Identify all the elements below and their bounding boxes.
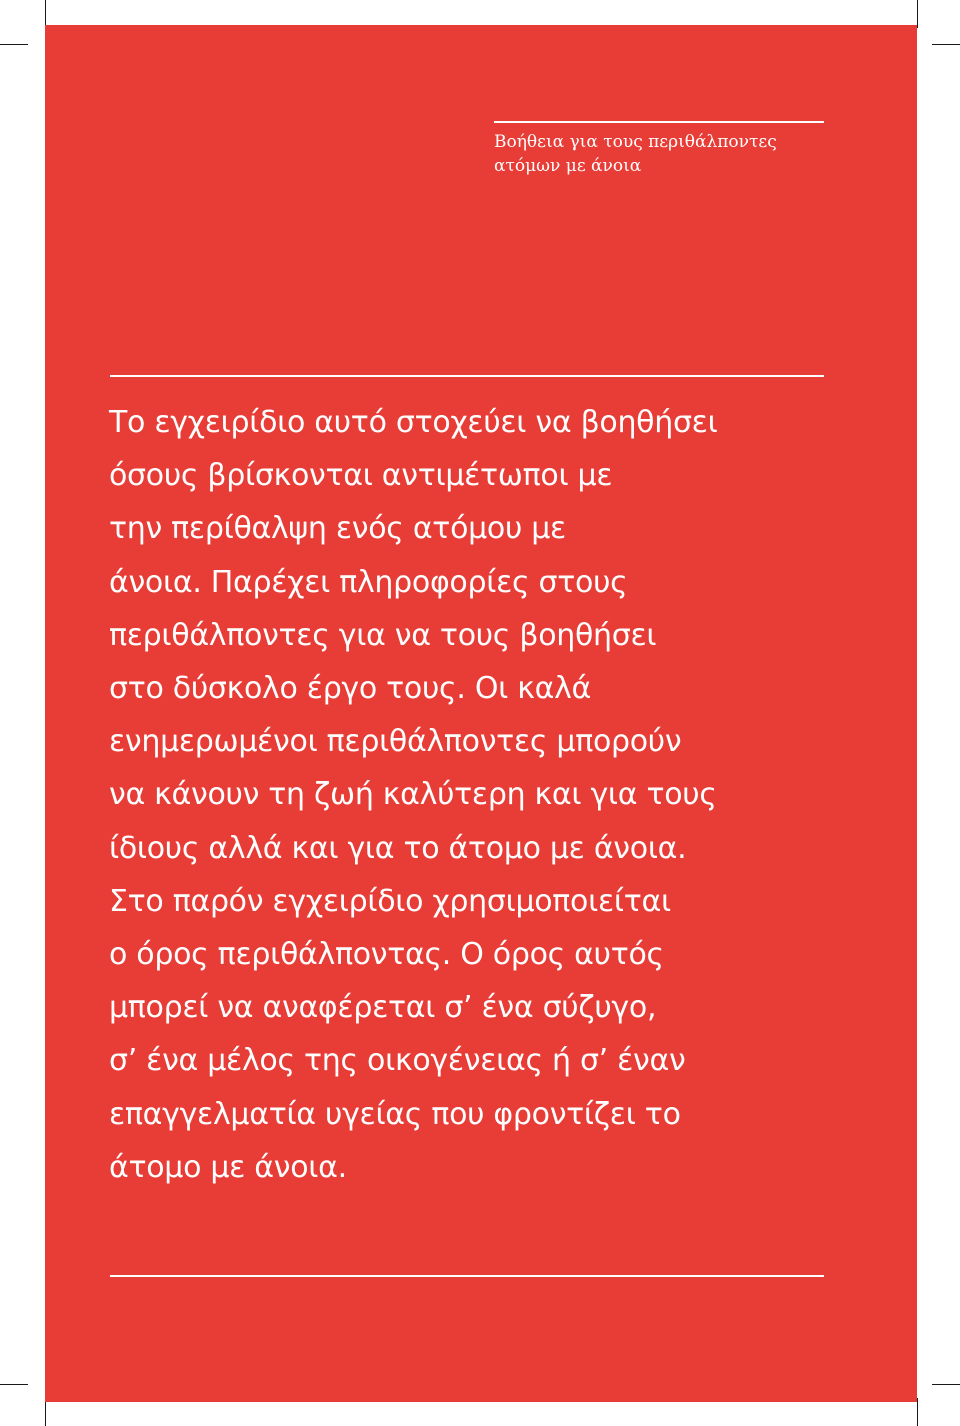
paragraph-line: ο όρος περιθάλποντας. Ο όρος αυτός <box>109 937 664 973</box>
paragraph-line: Στο παρόν εγχειρίδιο χρησιμοποιείται <box>109 883 671 919</box>
paragraph-line: επαγγελματία υγείας που φροντίζει το <box>109 1096 681 1132</box>
crop-mark <box>917 1398 918 1426</box>
paragraph-line: σ’ ένα μέλος της οικογένειας ή σ’ έναν <box>109 1043 686 1079</box>
subtitle-line: ατόμων με άνοια <box>494 156 642 176</box>
crop-mark <box>45 1398 46 1426</box>
crop-mark <box>932 1384 960 1385</box>
crop-mark <box>45 0 46 28</box>
paragraph-line: ίδιους αλλά και για το άτομο με άνοια. <box>109 830 687 866</box>
subtitle-line: Βοήθεια για τους περιθάλποντες <box>494 132 777 152</box>
paragraph-line: την περίθαλψη ενός ατόμου με <box>109 511 566 547</box>
paragraph-line: στο δύσκολο έργο τους. Οι καλά <box>109 671 592 707</box>
paragraph-line: μπορεί να αναφέρεται σ’ ένα σύζυγο, <box>109 990 657 1026</box>
crop-mark <box>917 0 918 28</box>
paragraph-line: να κάνουν τη ζωή καλύτερη και για τους <box>109 777 717 813</box>
crop-mark <box>932 44 960 45</box>
intro-paragraph <box>109 396 869 1194</box>
booklet-subtitle <box>494 130 834 178</box>
crop-mark <box>0 1384 28 1385</box>
paragraph-line: άτομο με άνοια. <box>109 1149 347 1185</box>
paragraph-line: Το εγχειρίδιο αυτό στοχεύει να βοηθήσει <box>109 405 718 440</box>
paragraph-bottom-rule <box>110 1275 824 1277</box>
paragraph-top-rule <box>110 375 824 377</box>
crop-mark <box>0 44 28 45</box>
paragraph-line: ενημερωμένοι περιθάλποντες μπορούν <box>109 724 682 760</box>
paragraph-line: περιθάλποντες για να τους βοηθήσει <box>109 617 657 653</box>
paragraph-line: άνοια. Παρέχει πληροφορίες στους <box>109 564 628 600</box>
paragraph-line: όσους βρίσκονται αντιμέτωποι με <box>109 458 613 494</box>
subtitle-top-rule <box>494 121 824 123</box>
